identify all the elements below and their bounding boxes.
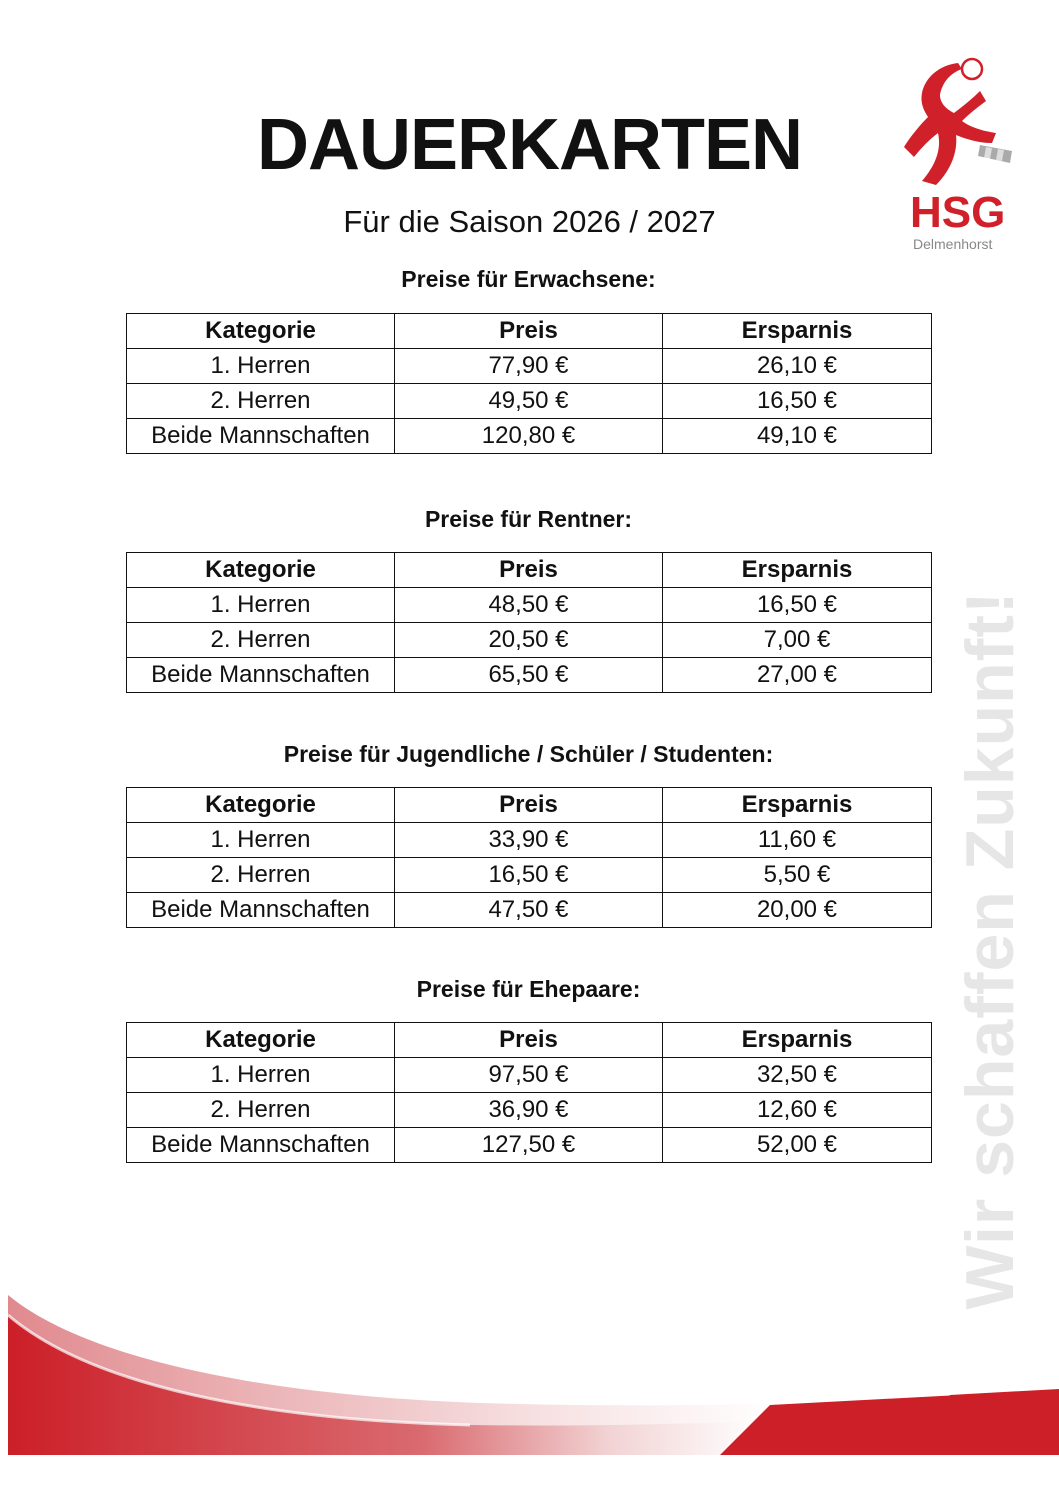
category-cell: 1. Herren [127,349,395,384]
savings-cell: 16,50 € [663,384,932,419]
slogan-text: Wir schaffen Zukunft! [952,590,1028,1310]
table-row [127,893,932,928]
savings-cell: 32,50 € [663,1058,932,1093]
category-cell: Beide Mannschaften [127,419,395,454]
price-cell: 49,50 € [395,384,663,419]
price-table [126,552,932,693]
table-row [127,823,932,858]
savings-cell: 7,00 € [663,623,932,658]
category-cell: 2. Herren [127,384,395,419]
price-cell: 48,50 € [395,588,663,623]
price-cell: 65,50 € [395,658,663,693]
price-table [126,787,932,928]
savings-cell: 12,60 € [663,1093,932,1128]
column-header: Ersparnis [663,788,932,823]
category-cell: 2. Herren [127,858,395,893]
table-row [127,349,932,384]
price-cell: 97,50 € [395,1058,663,1093]
price-cell: 36,90 € [395,1093,663,1128]
column-header: Preis [395,553,663,588]
table-row [127,858,932,893]
table-row [127,1128,932,1163]
section-heading: Preise für Erwachsene: [401,266,656,292]
section-heading: Preise für Ehepaare: [416,976,641,1002]
category-cell: Beide Mannschaften [127,658,395,693]
table-row [127,623,932,658]
category-cell: Beide Mannschaften [127,893,395,928]
column-header: Kategorie [127,788,395,823]
section-heading: Preise für Rentner: [424,506,633,532]
savings-cell: 16,50 € [663,588,932,623]
column-header: Kategorie [127,1023,395,1058]
category-cell: 1. Herren [127,588,395,623]
savings-cell: 52,00 € [663,1128,932,1163]
column-header: Ersparnis [663,553,932,588]
savings-cell: 26,10 € [663,349,932,384]
price-cell: 120,80 € [395,419,663,454]
logo-city: Delmenhorst [913,236,993,252]
decorative-swoosh [0,1285,1059,1498]
category-cell: 1. Herren [127,1058,395,1093]
column-header: Ersparnis [663,1023,932,1058]
page-title: DAUERKARTEN [257,105,802,185]
price-cell: 77,90 € [395,349,663,384]
column-header: Preis [395,788,663,823]
table-row [127,1093,932,1128]
price-cell: 16,50 € [395,858,663,893]
savings-cell: 20,00 € [663,893,932,928]
category-cell: 2. Herren [127,623,395,658]
price-cell: 20,50 € [395,623,663,658]
table-row [127,419,932,454]
handball-player-icon [900,55,1020,190]
table-header-row [127,553,932,588]
table-row [127,1058,932,1093]
savings-cell: 5,50 € [663,858,932,893]
price-table [126,313,932,454]
slogan-vertical [952,555,1028,1345]
table-header-row [127,314,932,349]
logo-text: HSG [910,188,1006,237]
page-subtitle: Für die Saison 2026 / 2027 [343,204,716,239]
column-header: Preis [395,1023,663,1058]
column-header: Preis [395,314,663,349]
category-cell: Beide Mannschaften [127,1128,395,1163]
price-table [126,1022,932,1163]
table-row [127,384,932,419]
savings-cell: 49,10 € [663,419,932,454]
column-header: Kategorie [127,553,395,588]
table-header-row [127,1023,932,1058]
savings-cell: 11,60 € [663,823,932,858]
price-cell: 127,50 € [395,1128,663,1163]
category-cell: 2. Herren [127,1093,395,1128]
section-heading: Preise für Jugendliche / Schüler / Studenten: [283,741,774,767]
table-row [127,588,932,623]
table-header-row [127,788,932,823]
column-header: Kategorie [127,314,395,349]
price-cell: 33,90 € [395,823,663,858]
category-cell: 1. Herren [127,823,395,858]
price-cell: 47,50 € [395,893,663,928]
column-header: Ersparnis [663,314,932,349]
table-row [127,658,932,693]
savings-cell: 27,00 € [663,658,932,693]
club-logo [900,55,1020,255]
